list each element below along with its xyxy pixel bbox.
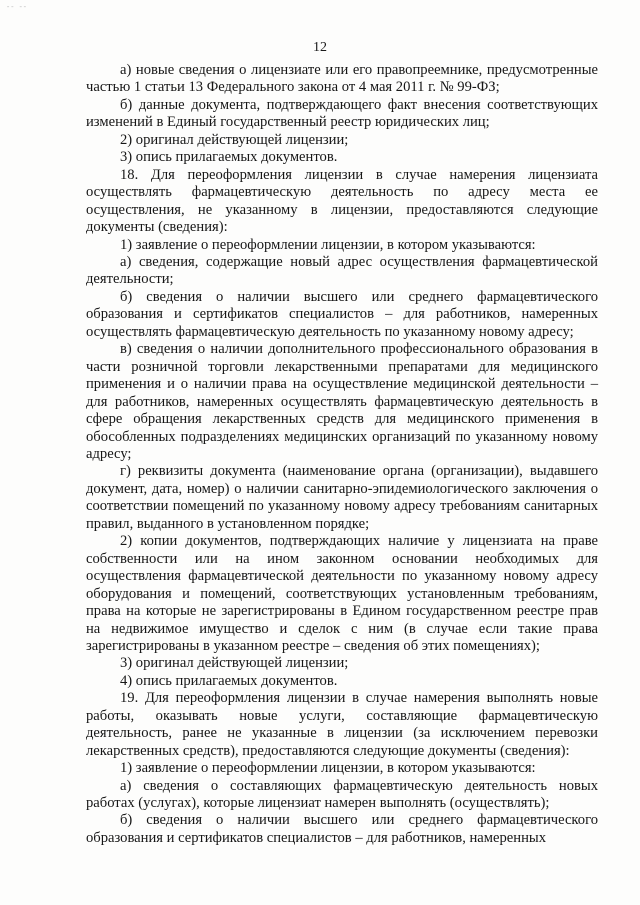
paragraph: б) сведения о наличии высшего или среднего фармацевтического образования и сертификатов специалистов – для работников, намеренных	[86, 812, 598, 846]
paragraph: 1) заявление о переоформлении лицензии, в котором указываются:	[120, 760, 536, 777]
paragraph: б) сведения о наличии высшего или среднего фармацевтического образования и сертификатов специалистов – для работников, намеренных осуществлять фармацевтическую деятельность по указанному новому адресу;	[86, 288, 598, 340]
paragraph: а) сведения, содержащие новый адрес осуществления фармацевтической деятельности;	[86, 253, 598, 288]
paragraph: 2) оригинал действующей лицензии;	[120, 131, 349, 148]
scan-corner-mark: -- --	[6, 4, 28, 12]
paragraph: 1) заявление о переоформлении лицензии, в котором указываются:	[120, 236, 536, 253]
paragraph: в) сведения о наличии дополнительного профессионального образования в части розничной торговли лекарственными препаратами для медицинского применения и о наличии права на осуществление медицинской деятельности – для работников, намеренных осуществлять фармацевтическую деятельность в сфере обращения лекарственных средств для медицинского применения в обособленных подразделениях медицинских организаций по указанному новому адресу;	[86, 341, 598, 462]
paragraph: 4) опись прилагаемых документов.	[120, 672, 338, 689]
paragraph: б) данные документа, подтверждающего факт внесения соответствующих изменений в Единый государственный реестр юридических лиц;	[86, 96, 598, 131]
paragraph: 3) опись прилагаемых документов.	[120, 149, 338, 166]
paragraph: 3) оригинал действующей лицензии;	[120, 655, 349, 672]
paragraph: 18. Для переоформления лицензии в случае намерения лицензиата осуществлять фармацевтическую деятельность по адресу места ее осуществления, не указанному в лицензии, предоставляются следующие документы (сведения):	[86, 166, 598, 236]
page-number: 12	[313, 40, 327, 55]
paragraph: а) сведения о составляющих фармацевтическую деятельность новых работах (услугах), которые лицензиат намерен выполнять (осуществлять);	[86, 777, 598, 812]
paragraph: 19. Для переоформления лицензии в случае намерения выполнять новые работы, оказывать новые услуги, составляющие фармацевтическую деятельность, ранее не указанные в лицензии (за исключением перевозки лекарственных средств), предоставляются следующие документы (сведения):	[86, 690, 598, 759]
paragraph: 2) копии документов, подтверждающих наличие у лицензиата на праве собственности или на ином законном основании необходимых для осуществления фармацевтической деятельности по указанному новому адресу оборудования и помещений, соответствующих установленным требованиям, права на которые не зарегистрированы в Едином государственном реестре прав на недвижимое имущество и сделок с ним (в случае если такие права зарегистрированы в указанном реестре – сведения об этих помещениях);	[86, 533, 598, 654]
paragraph: а) новые сведения о лицензиате или его правопреемнике, предусмотренные частью 1 статьи 13 Федерального закона от 4 мая 2011 г. № 99-ФЗ;	[86, 62, 598, 96]
paragraph: г) реквизиты документа (наименование органа (организации), выдавшего документ, дата, номер) о наличии санитарно-эпидемиологического заключения о соответствии помещений по указанному новому адресу требованиям санитарных правил, выданного в установленном порядке;	[86, 463, 598, 532]
document-body	[86, 62, 598, 847]
